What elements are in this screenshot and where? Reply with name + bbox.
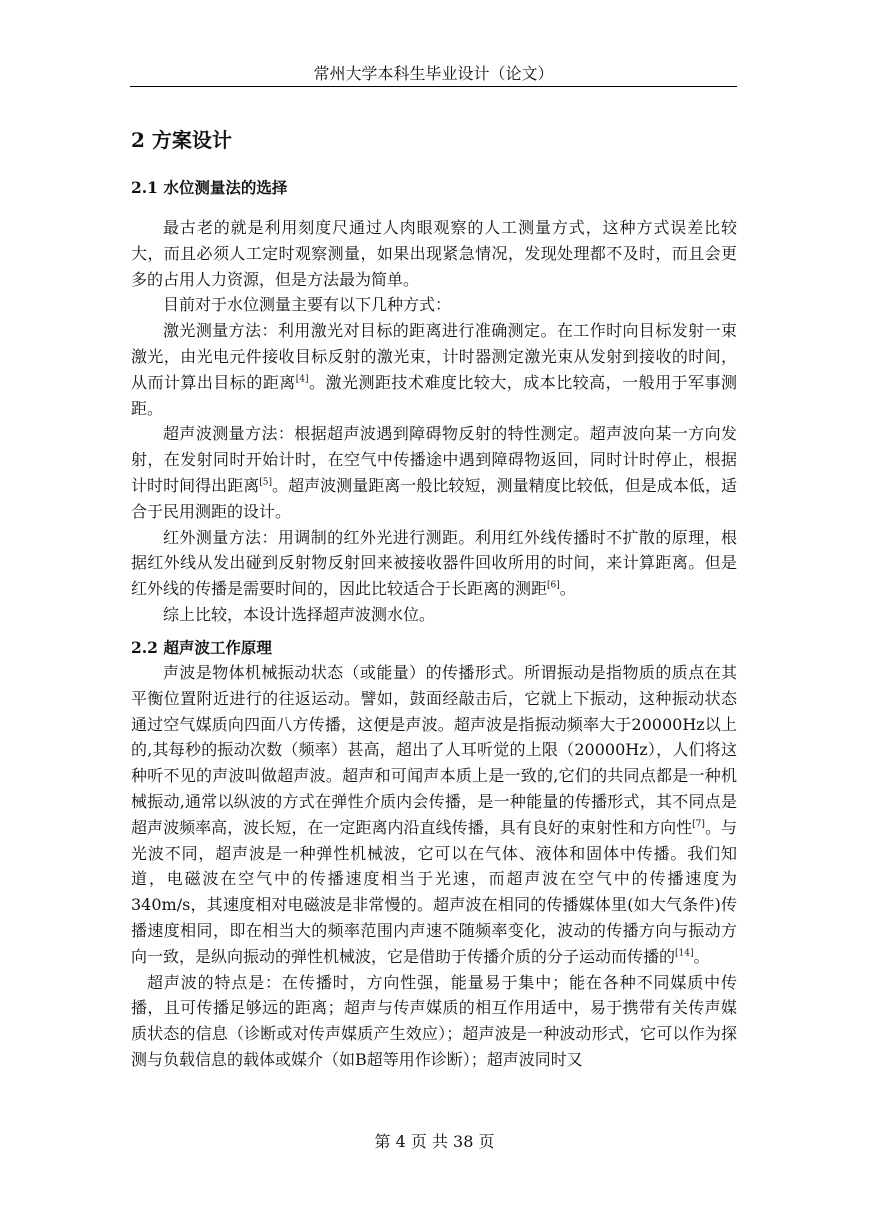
paragraph-text: 。与光波不同，超声波是一种弹性机械波，它可以在气体、液体和固体中传播。我们知道，电磁波在空气中的传播速度相当于光速，而超声波在空气中的传播速度为340m/s，其速度相对电磁波是非常慢的。超声波在相同的传播媒体里(如大气条件)传播速度相同，即在相当大的频率范围内声速不随频率变化，波动的传播方向与振动方向一致，是纵向振动的弹性机械波，它是借助于传播介质的分子运动而传播的: [131, 817, 737, 966]
paragraph-text: 红外测量方法：用调制的红外光进行测距。利用红外线传播时不扩散的原理，根据红外线从发出碰到反射物反射回来被接收器件回收所用的时间，来计算距离。但是红外线的传播是需要时间的，因此比较适合于长距离的测距: [131, 527, 737, 599]
paragraph-text: 声波是物体机械振动状态（或能量）的传播形式。所谓振动是指物质的质点在其平衡位置附近进行的往返运动。譬如，鼓面经敲击后，它就上下振动，这种振动状态通过空气媒质向四面八方传播，这便是声波。超声波是指振动频率大于20000Hz以上的,其每秒的振动次数（频率）甚高，超出了人耳听觉的上限（20000Hz），人们将这种听不见的声波叫做超声波。超声和可闻声本质上是一致的,它们的共同点都是一种机械振动,通常以纵波的方式在弹性介质内会传播，是一种能量的传播形式，其不同点是超声波频率高，波长短，在一定距离内沿直线传播，具有良好的束射性和方向性: [131, 663, 737, 837]
citation: [5]: [259, 477, 273, 488]
paragraph-text: 。超声波测量距离一般比较短，测量精度比较低，但是成本低，适合于民用测距的设计。: [131, 475, 737, 521]
paragraph-text: 。: [559, 579, 576, 599]
citation: [6]: [547, 580, 560, 591]
paragraph: 综上比较，本设计选择超声波测水位。: [163, 604, 436, 624]
chapter-heading: 2 方案设计: [131, 128, 232, 152]
paragraph: [131, 421, 737, 524]
section-heading-2-1: 2.1 水位测量法的选择: [131, 178, 288, 197]
citation: [7]: [692, 819, 705, 830]
paragraph: 目前对于水位测量主要有以下几种方式：: [163, 295, 452, 315]
paragraph-text: 激光测量方法：利用激光对目标的距离进行准确测定。在工作时向目标发射一束激光，由光电元件接收目标反射的激光束，计时器测定激光束从发射到接收的时间，从而计算出目标的距离: [131, 321, 737, 392]
paragraph: 超声波的特点是：在传播时，方向性强，能量易于集中；能在各种不同媒质中传播，且可传播足够远的距离；超声与传声媒质的相互作用适中，易于携带有关传声媒质状态的信息（诊断或对传声媒质产生效应）；超声波是一种波动形式，它可以作为探测与负载信息的载体或媒介（如B超等用作诊断）；超声波同时又: [131, 972, 737, 1069]
paragraph: [131, 525, 737, 602]
paragraph-text: 超声波测量方法：根据超声波遇到障碍物反射的特性测定。超声波向某一方向发射，在发射同时开始计时，在空气中传播途中遇到障碍物返回，同时计时停止，根据计时时间得出距离: [131, 424, 737, 495]
running-header: 常州大学本科生毕业设计（论文）: [313, 64, 554, 83]
paragraph: [131, 318, 737, 421]
citation: [4]: [295, 374, 309, 385]
paragraph-text: 。: [693, 946, 710, 966]
paragraph-text: 。激光测距技术难度比较大，成本比较高，一般用于军事测距。: [131, 372, 737, 418]
section-2-2-body: [131, 660, 737, 1073]
header-divider: [130, 86, 737, 87]
citation: [14]: [675, 948, 694, 959]
paragraph: [131, 660, 737, 970]
page-number: 第 4 页 共 38 页: [374, 1132, 495, 1151]
paragraph: 最古老的就是利用刻度尺通过人肉眼观察的人工测量方式，这种方式误差比较大，而且必须人工定时观察测量，如果出现紧急情况，发现处理都不及时，而且会更多的占用人力资源，但是方法最为简单。: [131, 218, 737, 289]
section-2-1-body: [131, 215, 737, 628]
section-heading-2-2: 2.2 超声波工作原理: [131, 638, 272, 657]
